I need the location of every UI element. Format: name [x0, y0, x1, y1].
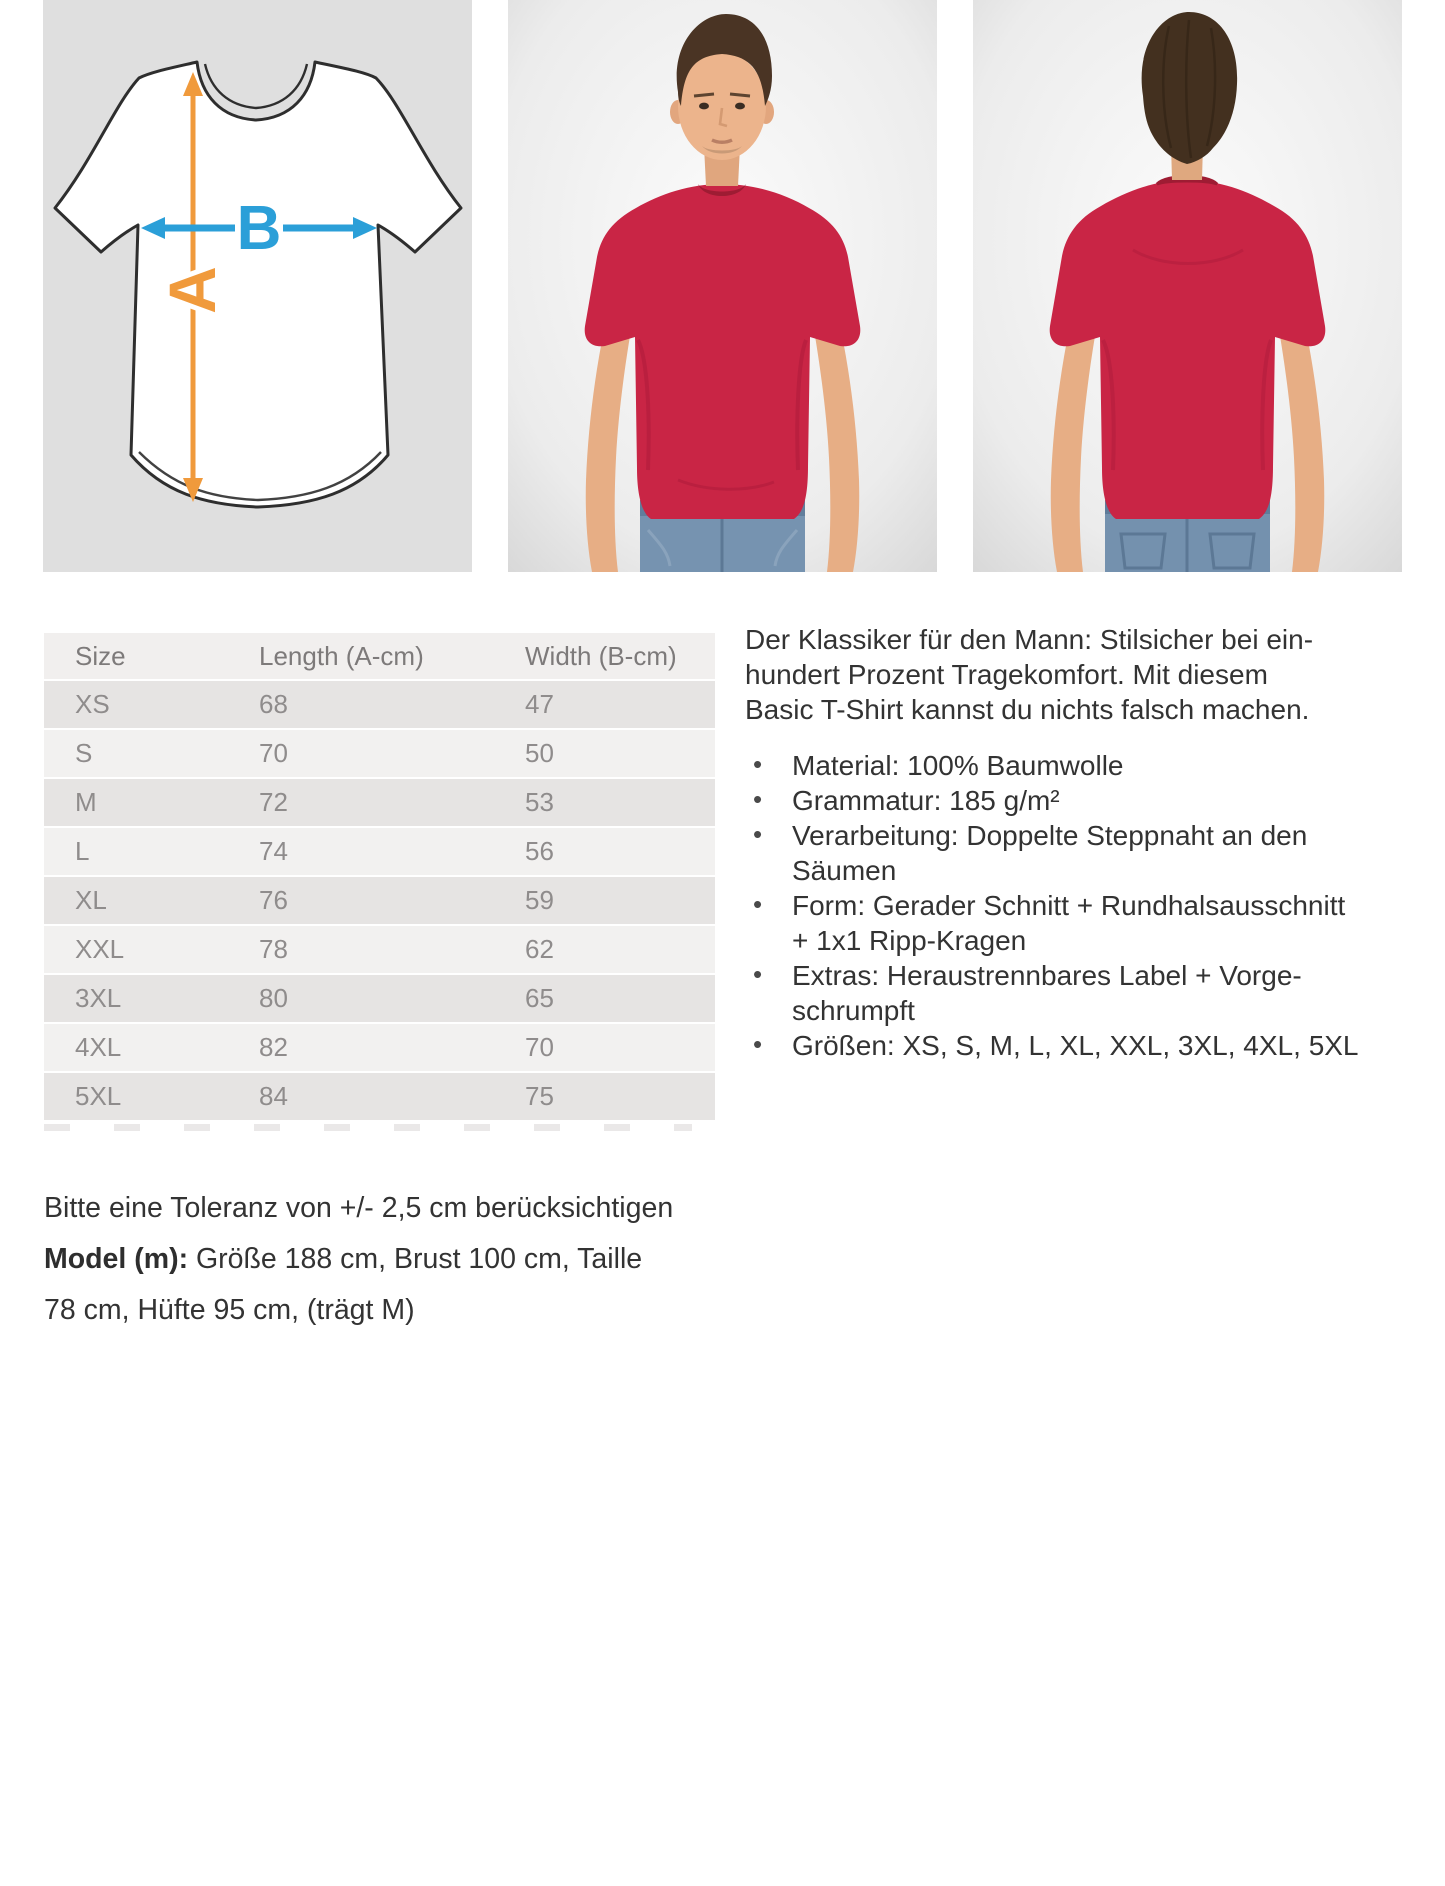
cell-size: S	[75, 738, 93, 768]
feature-list	[745, 748, 1420, 1063]
cell-size: XXL	[75, 934, 125, 964]
model-front-illustration	[508, 0, 937, 572]
cell-width: 59	[525, 885, 554, 915]
size-table-header	[44, 633, 715, 679]
label-b: B	[236, 194, 282, 263]
size-diagram-image	[43, 0, 472, 572]
table-row	[44, 730, 715, 777]
col-header-length: Length (A-cm)	[259, 640, 424, 671]
feature-item-extras	[745, 958, 1420, 1028]
cell-size: 3XL	[75, 983, 122, 1013]
feature-line: Grammatur: 185 g/m²	[792, 785, 1060, 816]
cell-width: 70	[525, 1032, 554, 1062]
cell-width: 53	[525, 787, 554, 817]
cell-length: 72	[259, 787, 288, 817]
cell-length: 70	[259, 738, 288, 768]
cell-width: 75	[525, 1081, 554, 1111]
model-back-illustration	[973, 0, 1402, 572]
cell-length: 74	[259, 836, 288, 866]
table-row	[44, 975, 715, 1022]
bullet-icon: •	[753, 1029, 763, 1059]
table-row	[44, 828, 715, 875]
feature-line: schrumpft	[792, 995, 915, 1026]
feature-item-form	[745, 888, 1420, 958]
col-header-size: Size	[75, 640, 126, 671]
paragraph-line: Basic T-Shirt kannst du nichts falsch machen.	[745, 694, 1310, 725]
feature-item-groessen	[745, 1028, 1420, 1063]
cell-width: 65	[525, 983, 554, 1013]
bullet-icon: •	[753, 784, 763, 814]
feature-line: Verarbeitung: Doppelte Steppnaht an den	[792, 820, 1308, 851]
paragraph-line: hundert Prozent Tragekomfort. Mit diesem	[745, 659, 1268, 690]
feature-line: Extras: Heraustrennbares Label + Vorge-	[792, 960, 1302, 991]
cell-width: 50	[525, 738, 554, 768]
cell-size: XS	[75, 689, 110, 719]
model-back-image	[973, 0, 1402, 572]
paragraph-line: Der Klassiker für den Mann: Stilsicher bei ein-	[745, 624, 1314, 655]
cell-size: 4XL	[75, 1032, 122, 1062]
model-info-line1	[44, 1234, 704, 1285]
cell-size: XL	[75, 885, 107, 915]
cell-length: 78	[259, 934, 288, 964]
model-info-text: Größe 188 cm, Brust 100 cm, Taille	[188, 1243, 643, 1275]
tolerance-note: Bitte eine Toleranz von +/- 2,5 cm berücksichtigen	[44, 1192, 674, 1224]
cell-length: 84	[259, 1081, 288, 1111]
cell-size: 5XL	[75, 1081, 122, 1111]
table-row	[44, 877, 715, 924]
bullet-icon: •	[753, 749, 763, 779]
table-row	[44, 1073, 715, 1120]
model-info-label: Model (m):	[44, 1243, 189, 1275]
description-paragraph	[745, 622, 1420, 727]
model-front-image	[508, 0, 937, 572]
bullet-icon: •	[753, 959, 763, 989]
bullet-icon: •	[753, 819, 763, 849]
size-table	[44, 633, 715, 1122]
col-header-width: Width (B-cm)	[525, 640, 677, 671]
feature-line: Form: Gerader Schnitt + Rundhalsausschnitt	[792, 890, 1346, 921]
bullet-icon: •	[753, 889, 763, 919]
cell-length: 76	[259, 885, 288, 915]
cell-width: 56	[525, 836, 554, 866]
feature-line: + 1x1 Ripp-Kragen	[792, 925, 1027, 956]
table-row	[44, 681, 715, 728]
cell-size: L	[75, 836, 90, 866]
table-cropped-row-remnant	[44, 1124, 692, 1131]
measurement-notes	[44, 1183, 704, 1336]
cell-length: 80	[259, 983, 288, 1013]
tshirt-measure-diagram	[43, 0, 472, 572]
model-info-line2: 78 cm, Hüfte 95 cm, (trägt M)	[44, 1294, 415, 1326]
cell-width: 62	[525, 934, 554, 964]
label-a: A	[155, 266, 229, 314]
table-row	[44, 1024, 715, 1071]
feature-line: Größen: XS, S, M, L, XL, XXL, 3XL, 4XL, 5XL	[792, 1030, 1359, 1061]
feature-item-verarbeitung	[745, 818, 1420, 888]
product-description	[745, 622, 1420, 1063]
table-row	[44, 779, 715, 826]
cell-width: 47	[525, 689, 554, 719]
feature-item-material	[745, 748, 1420, 783]
feature-item-grammatur	[745, 783, 1420, 818]
table-row	[44, 926, 715, 973]
feature-line: Säumen	[792, 855, 897, 886]
feature-line: Material: 100% Baumwolle	[792, 750, 1124, 781]
cell-length: 82	[259, 1032, 288, 1062]
cell-length: 68	[259, 689, 288, 719]
cell-size: M	[75, 787, 97, 817]
